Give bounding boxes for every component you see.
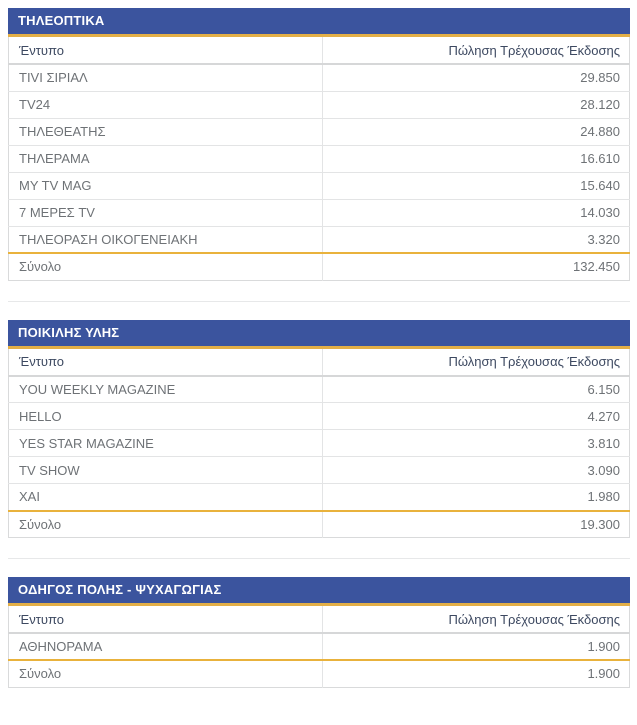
table-row [9, 172, 630, 199]
section-title-bar [8, 8, 630, 37]
table-row [9, 145, 630, 172]
report-section [8, 8, 630, 281]
row-value-cell: 29.850 [322, 64, 629, 91]
section-divider [8, 301, 630, 302]
row-name-cell: ΤΗΛΕΡΑΜΑ [9, 145, 323, 172]
circulation-table [8, 37, 630, 281]
table-row [9, 64, 630, 91]
row-name-cell: HELLO [9, 403, 323, 430]
total-value-cell: 1.900 [322, 660, 629, 687]
column-header-sales: Πώληση Τρέχουσας Έκδοσης [322, 37, 629, 64]
total-value-cell: 132.450 [322, 253, 629, 280]
section-title: ΤΗΛΕΟΠΤΙΚΑ [18, 13, 105, 28]
table-row [9, 484, 630, 511]
row-value-cell: 3.090 [322, 457, 629, 484]
row-value-cell: 6.150 [322, 376, 629, 403]
table-row [9, 457, 630, 484]
column-header-item: Έντυπο [9, 37, 323, 64]
row-value-cell: 4.270 [322, 403, 629, 430]
row-value-cell: 1.980 [322, 484, 629, 511]
section-divider [8, 558, 630, 559]
total-row [9, 511, 630, 538]
row-value-cell: 3.810 [322, 430, 629, 457]
section-title: ΠΟΙΚΙΛΗΣ ΥΛΗΣ [18, 324, 120, 340]
total-label-cell: Σύνολο [9, 660, 323, 687]
total-row [9, 660, 630, 687]
column-header-sales: Πώληση Τρέχουσας Έκδοσης [322, 349, 629, 376]
row-value-cell: 3.320 [322, 226, 629, 253]
row-name-cell: TIVI ΣΙΡΙΑΛ [9, 64, 323, 91]
row-name-cell: 7 ΜΕΡΕΣ TV [9, 199, 323, 226]
table-row [9, 91, 630, 118]
table-header-row [9, 349, 630, 376]
table-row [9, 430, 630, 457]
table-row [9, 633, 630, 660]
column-header-item: Έντυπο [9, 606, 323, 633]
circulation-table [8, 349, 630, 539]
row-name-cell: ΑΘΗΝΟΡΑΜΑ [9, 633, 323, 660]
row-name-cell: ΤΗΛΕΘΕΑΤΗΣ [9, 118, 323, 145]
total-row [9, 253, 630, 280]
report-section [8, 320, 630, 539]
table-header-row [9, 606, 630, 633]
row-value-cell: 1.900 [322, 633, 629, 660]
table-row [9, 226, 630, 253]
row-name-cell: YOU WEEKLY MAGAZINE [9, 376, 323, 403]
table-header-row [9, 37, 630, 64]
table-body [9, 633, 630, 660]
row-value-cell: 14.030 [322, 199, 629, 226]
section-title-bar [8, 577, 630, 606]
column-header-item: Έντυπο [9, 349, 323, 376]
circulation-table [8, 606, 630, 688]
total-value-cell: 19.300 [322, 511, 629, 538]
row-name-cell: TV SHOW [9, 457, 323, 484]
table-row [9, 403, 630, 430]
section-title-bar [8, 320, 630, 349]
row-value-cell: 15.640 [322, 172, 629, 199]
section-title: ΟΔΗΓΟΣ ΠΟΛΗΣ - ΨΥΧΑΓΩΓΙΑΣ [18, 582, 222, 597]
table-row [9, 376, 630, 403]
total-label-cell: Σύνολο [9, 511, 323, 538]
row-name-cell: YES STAR MAGAZINE [9, 430, 323, 457]
row-value-cell: 24.880 [322, 118, 629, 145]
row-name-cell: ΧΑΙ [9, 484, 323, 511]
table-body [9, 376, 630, 511]
row-value-cell: 16.610 [322, 145, 629, 172]
total-label-cell: Σύνολο [9, 253, 323, 280]
row-name-cell: ΤΗΛΕΟΡΑΣΗ ΟΙΚΟΓΕΝΕΙΑΚΗ [9, 226, 323, 253]
row-name-cell: TV24 [9, 91, 323, 118]
report-section [8, 577, 630, 688]
table-body [9, 64, 630, 253]
column-header-sales: Πώληση Τρέχουσας Έκδοσης [322, 606, 629, 633]
table-row [9, 118, 630, 145]
table-row [9, 199, 630, 226]
row-value-cell: 28.120 [322, 91, 629, 118]
report-sections [8, 8, 630, 688]
row-name-cell: MY TV MAG [9, 172, 323, 199]
